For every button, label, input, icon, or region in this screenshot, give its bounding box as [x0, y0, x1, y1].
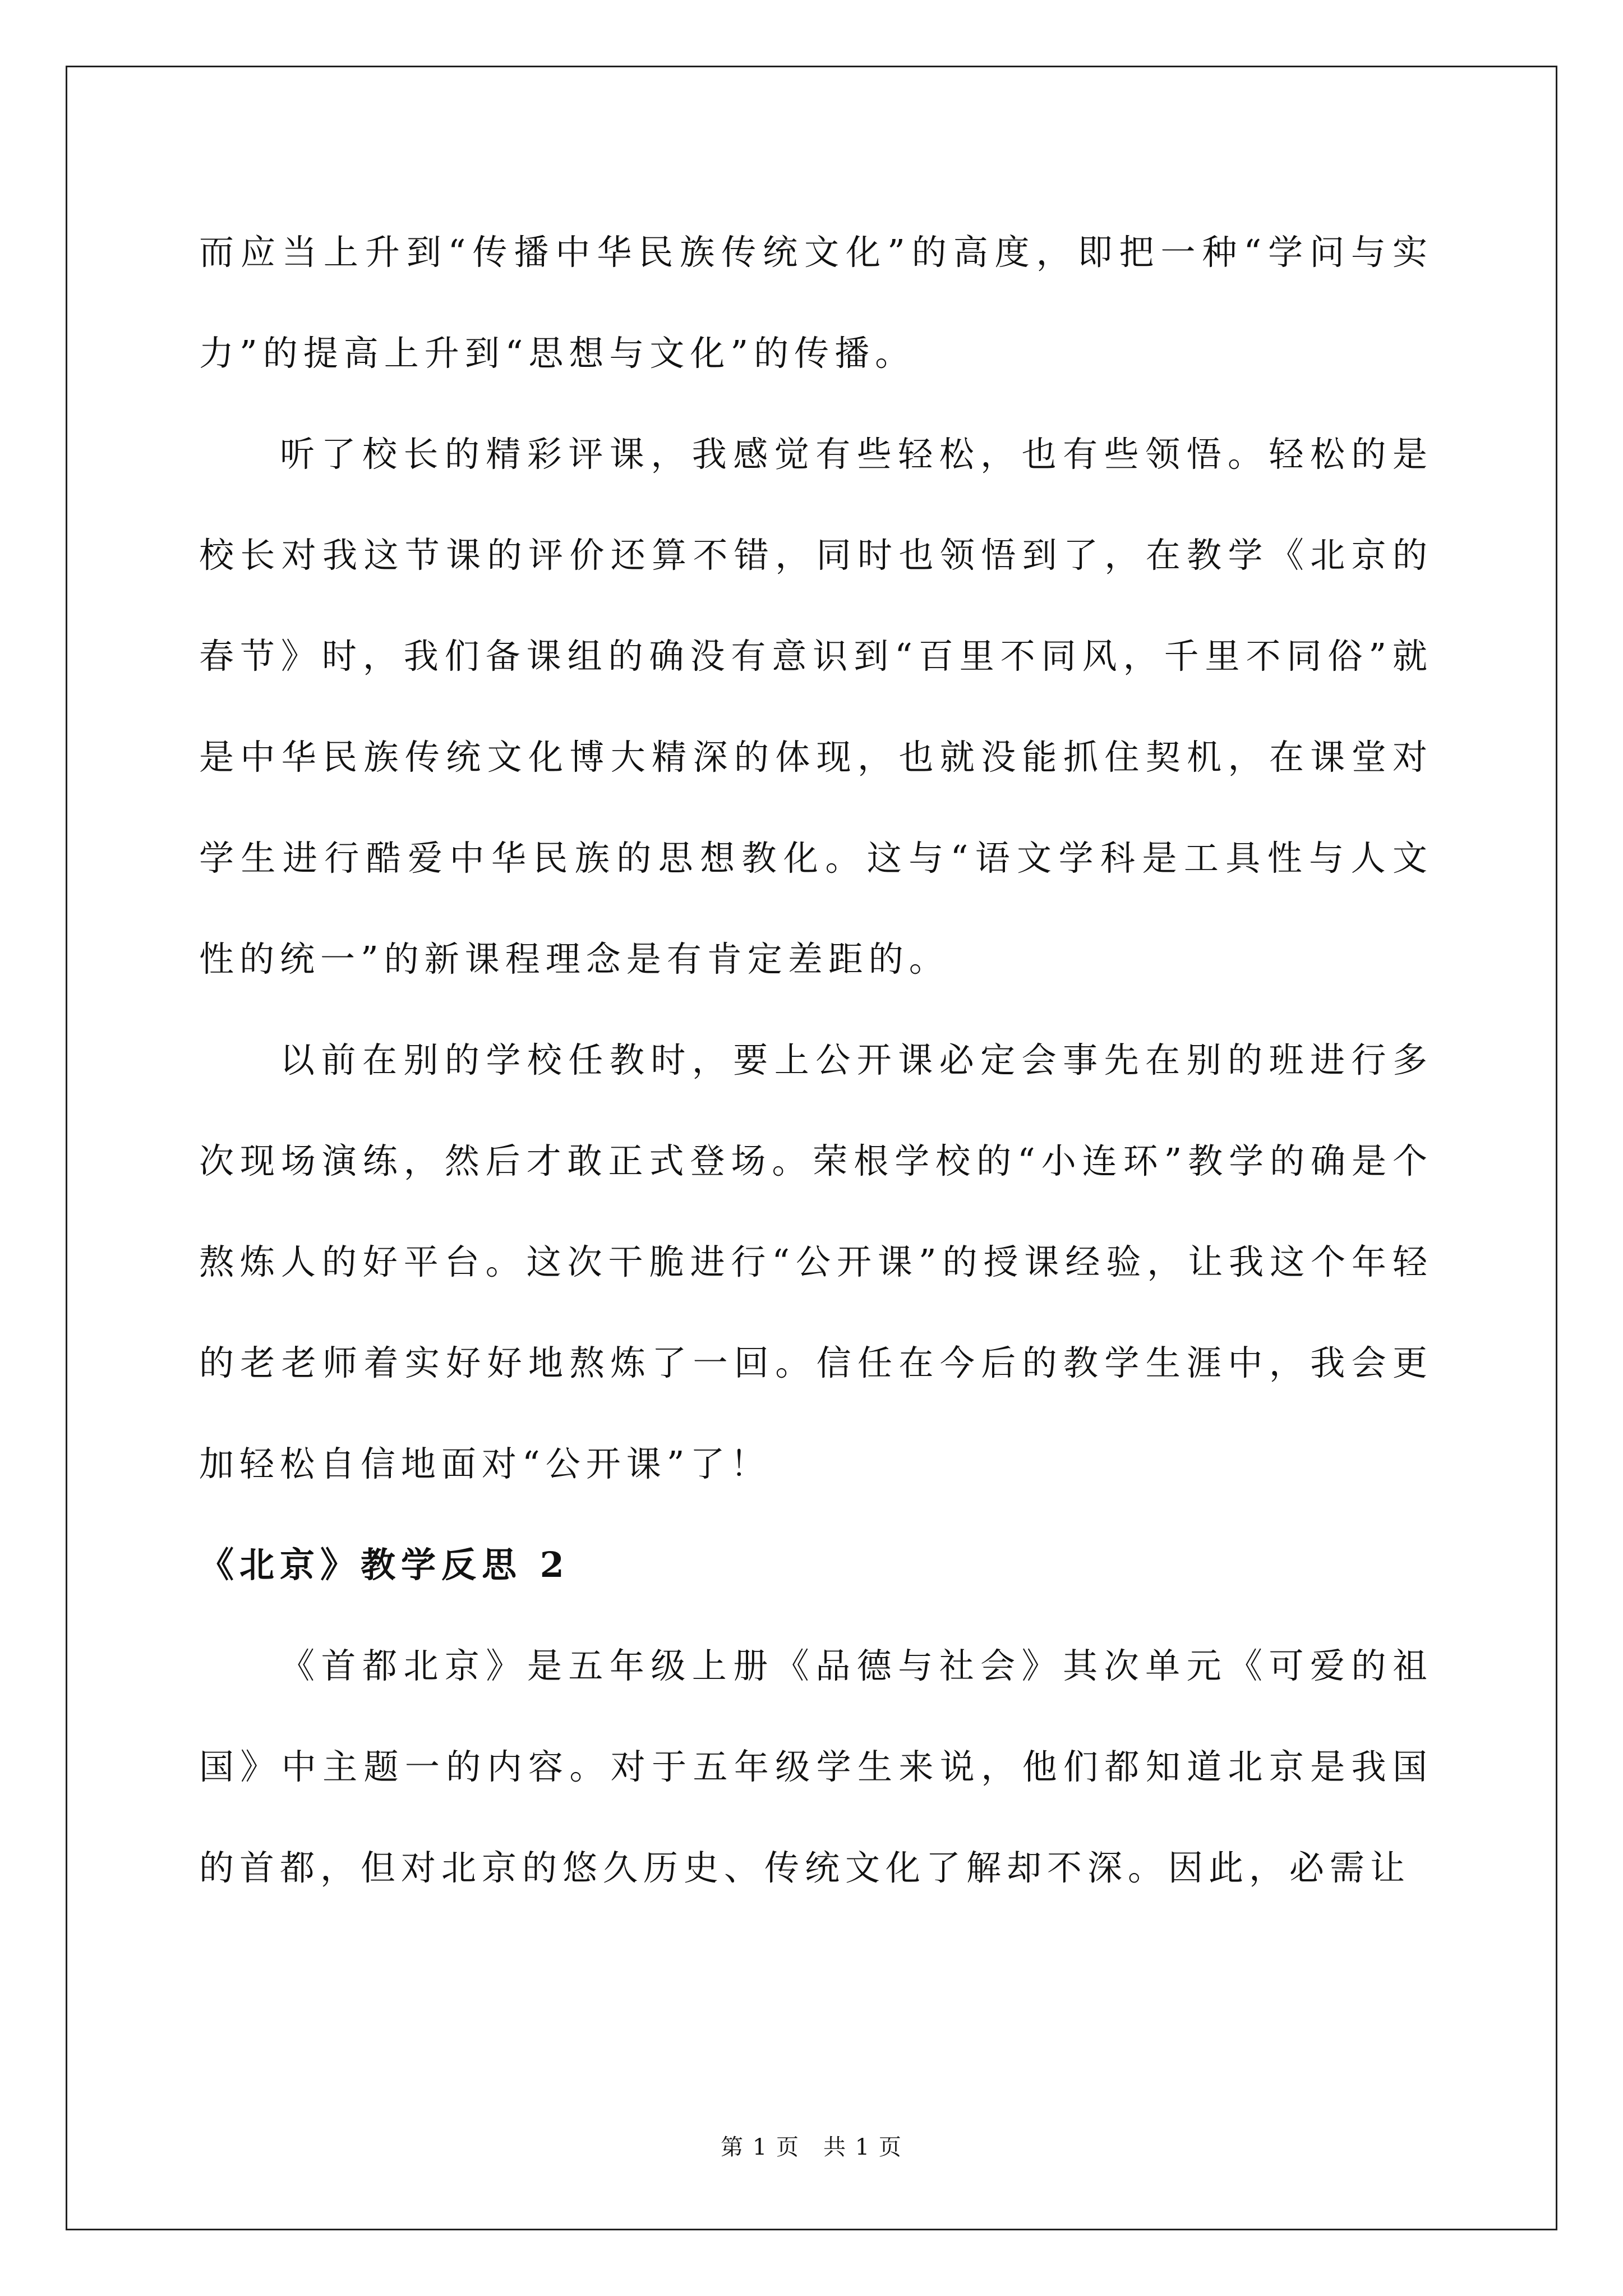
paragraph-2: 听了校长的精彩评课，我感觉有些轻松，也有些领悟。轻松的是校长对我这节课的评价还算不错，同时也领悟到了，在教学《北京的春节》时，我们备课组的确没有意识到“百里不同风，千里不同俗”就是中华民族传统文化博大精深的体现，也就没能抓住契机，在课堂对学生进行酷爱中华民族的思想教化。这与“语文学科是工具性与人文性的统一”的新课程理念是有肯定差距的。 [199, 434, 1433, 979]
document-body [199, 202, 1433, 1918]
paragraph-4: 《首都北京》是五年级上册《品德与社会》其次单元《可爱的祖国》中主题一的内容。对于五年级学生来说，他们都知道北京是我国的首都，但对北京的悠久历史、传统文化了解却不深。因此，必需让 [199, 1645, 1433, 1888]
paragraph-1: 而应当上升到“传播中华民族传统文化”的高度，即把一种“学问与实力”的提高上升到“思想与文化”的传播。 [199, 232, 1433, 374]
page-footer: 第 1 页 共 1 页 [721, 2134, 902, 2160]
section-heading: 《北京》教学反思 2 [199, 1544, 570, 1585]
paragraph-3: 以前在别的学校任教时，要上公开课必定会事先在别的班进行多次现场演练，然后才敢正式登场。荣根学校的“小连环”教学的确是个熬炼人的好平台。这次干脆进行“公开课”的授课经验，让我这个年轻的老老师着实好好地熬炼了一回。信任在今后的教学生涯中，我会更加轻松自信地面对“公开课”了！ [199, 1039, 1433, 1484]
